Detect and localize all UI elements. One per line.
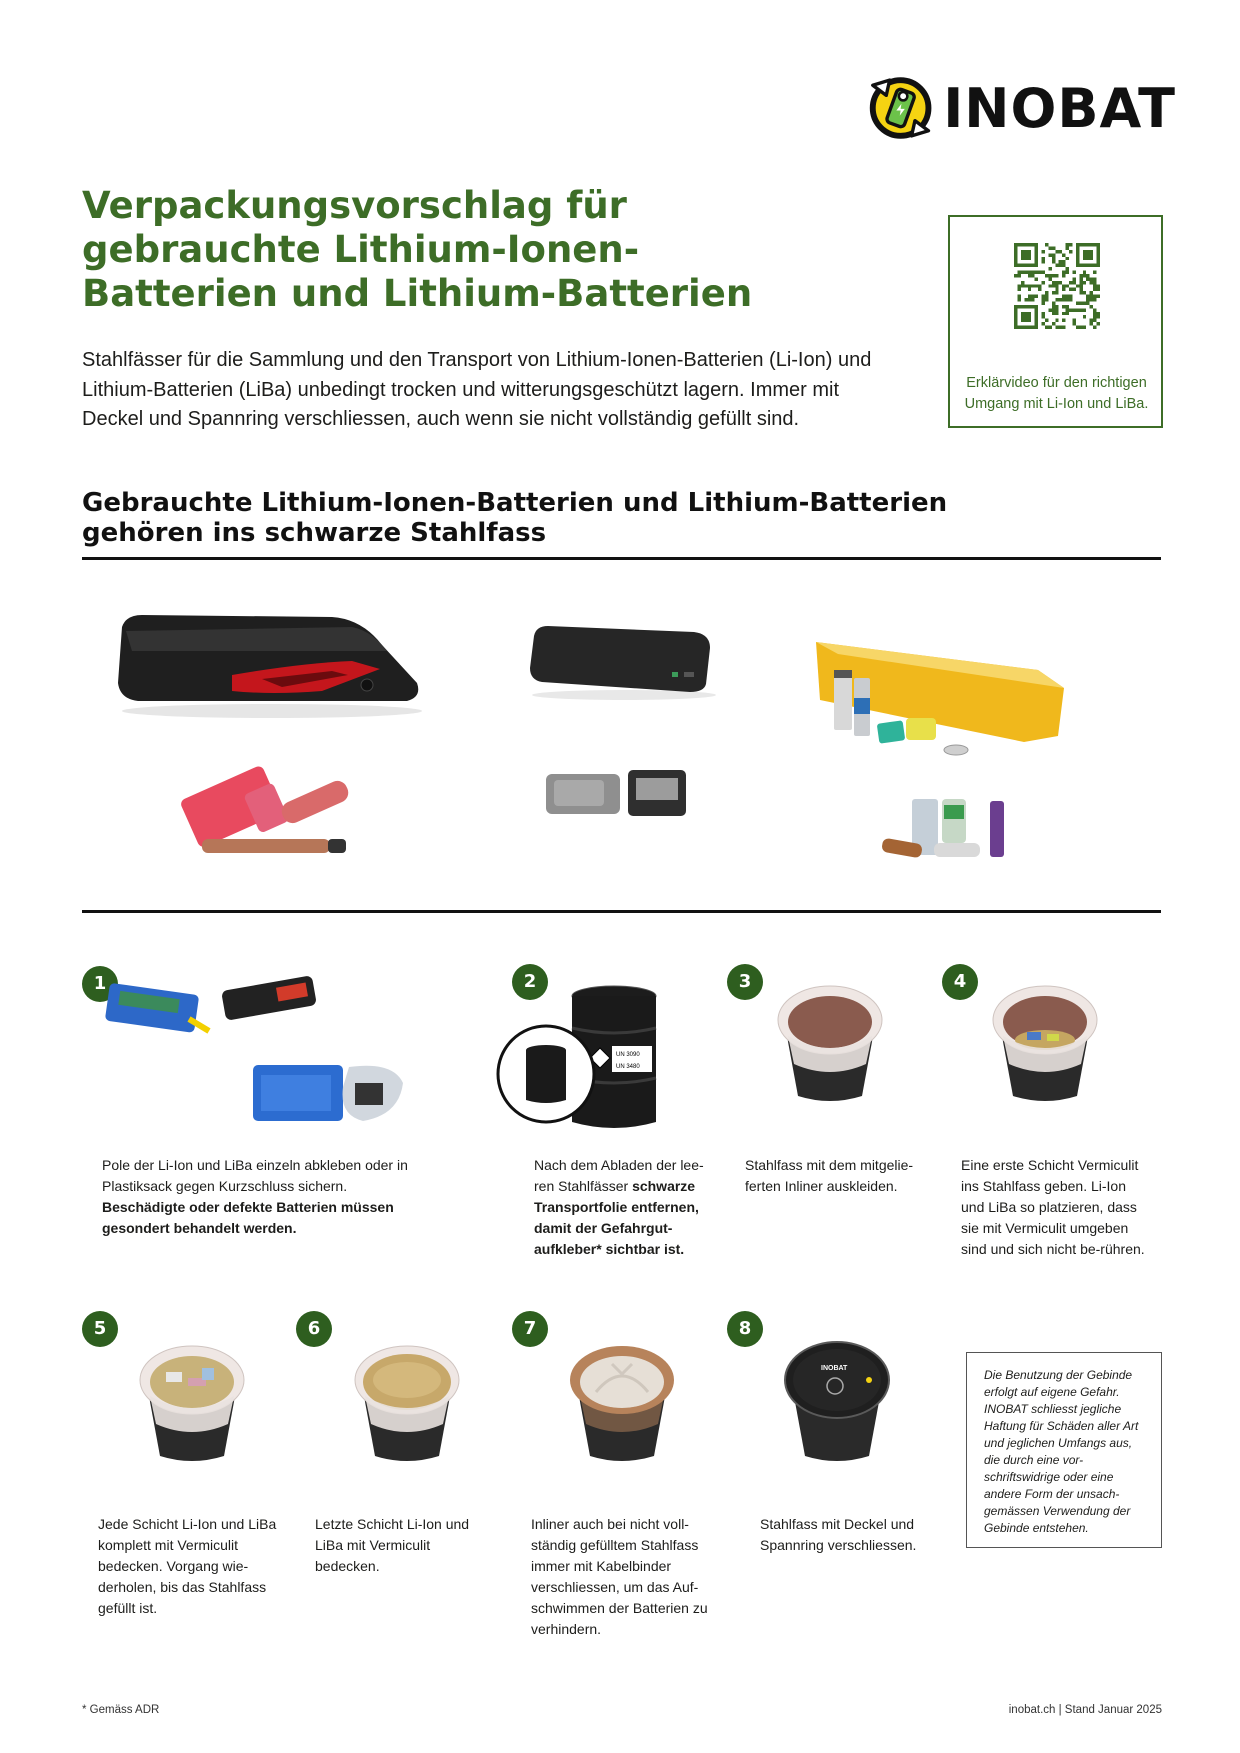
step-5-badge: 5 xyxy=(82,1311,118,1347)
step-8-badge: 8 xyxy=(727,1311,763,1347)
drum-layered-batteries-image xyxy=(132,1340,252,1475)
drum-first-layer-image xyxy=(985,980,1105,1115)
un-label-1: UN 3090 xyxy=(616,1052,640,1058)
step-6-text: Letzte Schicht Li-Ion und LiBa mit Vermiculit bedecken. xyxy=(315,1516,470,1574)
step-2-text: Nach dem Abladen der lee-ren Stahlfässer schwarze Transportfolie entfernen, damit der Gefahrgut-aufkleber* sichtbar ist. xyxy=(534,1157,704,1257)
step-5-text: Jede Schicht Li-Ion und LiBa komplett mit Vermiculit bedecken. Vorgang wie-derholen, bis das Stahlfass gefüllt ist. xyxy=(98,1516,277,1616)
qr-box[interactable] xyxy=(948,215,1163,428)
disclaimer-box: Die Benutzung der Gebinde erfolgt auf eigene Gefahr. INOBAT schliesst jegliche Haftung für Schäden aller Art und jeglichen Umfangs aus, die durch eine vor-schriftswidrige oder eine andere Form der unsach-gemässen Verwendung der Gebinde entstehen. xyxy=(966,1352,1162,1548)
qr-code-icon[interactable] xyxy=(1014,243,1100,329)
drum-with-lid-image xyxy=(777,1340,897,1475)
inobat-logo xyxy=(866,68,1176,148)
section-heading: Gebrauchte Lithium-Ionen-Batterien und Lithium-Batterien gehören ins schwarze Stahlfass xyxy=(82,488,948,548)
divider-bottom xyxy=(82,910,1161,913)
vape-devices-image xyxy=(180,757,360,862)
intro-text: Stahlfässer für die Sammlung und den Transport von Lithium-Ionen-Batterien (Li-Ion) und Lithium-Batterien (LiBa) unbedingt trocken und witterungsgeschützt lagern. Immer mit Deckel und Spannring verschliessen, auch wenn sie nicht vollständig gefüllt sind. xyxy=(82,349,872,430)
qr-caption: Erklärvideo für den richtigen Umgang mit Li-Ion und LiBa. xyxy=(964,375,1149,412)
step-3-badge: 3 xyxy=(727,964,763,1000)
footer-info[interactable]: inobat.ch | Stand Januar 2025 xyxy=(1008,1704,1162,1716)
lithium-cells-image xyxy=(878,793,1013,869)
step-1-text: Pole der Li-Ion und LiBa einzeln abkleben oder in Plastiksack gegen Kurzschluss sichern. Beschädigte oder defekte Batterien müssen gesondert behandelt werden. xyxy=(102,1157,408,1236)
battery-pack-and-cells-image xyxy=(808,630,1073,765)
taped-batteries-image xyxy=(103,975,413,1135)
un-label-2: UN 3480 xyxy=(616,1064,640,1070)
step-7-badge: 7 xyxy=(512,1311,548,1347)
brand-name: INOBAT xyxy=(943,76,1176,140)
ebike-battery-image xyxy=(112,605,427,720)
step-8-text: Stahlfass mit Deckel und Spannring verschliessen. xyxy=(760,1516,917,1553)
step-3-text: Stahlfass mit dem mitgelie-ferten Inliner auskleiden. xyxy=(745,1157,914,1194)
battery-recycle-icon xyxy=(866,67,935,149)
camera-batteries-image xyxy=(542,760,692,828)
step-7-text: Inliner auch bei nicht voll-ständig gefülltem Stahlfass immer mit Kabelbinder verschliessen, um das Auf-schwimmen der Batterien zu verhindern. xyxy=(531,1516,708,1637)
drum-vermiculite-covered-image xyxy=(347,1340,467,1475)
steel-drum-with-label-image xyxy=(496,982,666,1132)
drum-inliner-closed-image xyxy=(562,1340,682,1475)
step-4-text: Eine erste Schicht Vermiculit ins Stahlfass geben. Li-Ion und LiBa so platzieren, dass sie mit Vermiculit umgeben sind und sich nicht be-rühren. xyxy=(961,1157,1145,1257)
drum-with-inliner-image xyxy=(770,980,890,1115)
lid-brand: INOBAT xyxy=(821,1365,848,1372)
page-title: Verpackungsvorschlag für gebrauchte Lithium-Ionen-Batterien und Lithium-Batterien xyxy=(82,184,753,315)
step-4-badge: 4 xyxy=(942,964,978,1000)
step-1-badge: 1 xyxy=(82,966,118,1002)
step-2-badge: 2 xyxy=(512,964,548,1000)
powerbank-image xyxy=(524,620,719,702)
footnote: * Gemäss ADR xyxy=(82,1704,160,1716)
divider-top xyxy=(82,557,1161,560)
step-6-badge: 6 xyxy=(296,1311,332,1347)
